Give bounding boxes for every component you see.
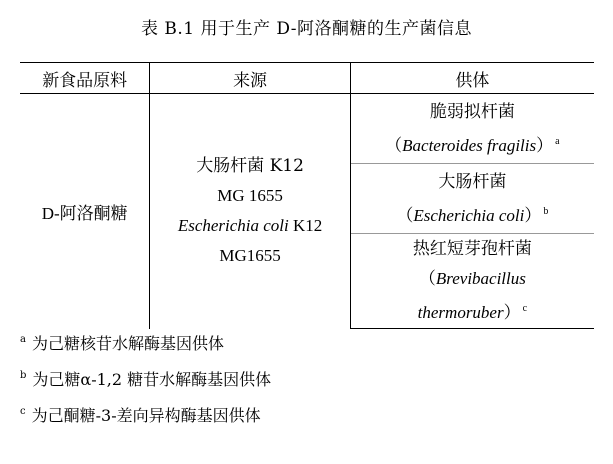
donor-1-cn: 脆弱拟杆菌 [429,101,515,122]
source-line-4: MG1655 [219,246,281,266]
header-donor: 供体 [350,63,594,94]
footnote-c-mark: c [20,406,26,417]
donor-2-footnote-mark: b [543,205,549,217]
table-header-row [20,63,594,94]
donor-1-footnote-mark: a [555,135,560,147]
donor-1-latin: Bacteroides fragilis [402,135,537,155]
donor-2-close-paren: ） [524,205,542,225]
table-caption: 表 B.1 用于生产 D-阿洛酮糖的生产菌信息 [140,19,473,39]
footnote-b [20,358,600,394]
source-line-1: 大肠杆菌 K12 [196,156,304,177]
donor-3-close-paren: ） [503,303,521,322]
donor-3-latin-species: thermoruber [417,303,504,322]
donor-2-latin-line [351,197,594,231]
source-species-italic: Escherichia coli [177,216,289,236]
donor-cell-3 [350,234,594,329]
footnote-c-text: 为己酮糖-3-差向异构酶基因供体 [31,406,261,425]
footnote-b-text: 为己糖α-1,2 糖苷水解酶基因供体 [32,370,272,389]
footnote-b-mark: b [20,370,27,381]
ingredient-name: D-阿洛酮糖 [41,203,128,223]
source-strain: K12 [288,216,323,236]
donor-cell-1 [350,94,594,164]
footnote-a-text: 为己糖核苷水解酶基因供体 [31,334,224,353]
donor-3-latin-line-1 [351,264,594,294]
source-line-2: MG 1655 [217,186,283,206]
donor-2-latin: Escherichia coli [413,205,525,225]
table-row [20,94,594,164]
donor-1-open-paren: （ [385,135,403,155]
donor-3-latin-genus: Brevibacillus [435,269,526,288]
source-cell [150,94,350,329]
donor-2-cn: 大肠杆菌 [438,171,507,192]
donor-1-latin-line [351,127,594,161]
donor-2-open-paren: （ [396,205,414,225]
donor-1-close-paren: ） [536,135,554,155]
donor-3-footnote-mark: c [522,303,528,314]
header-ingredient: 新食品原料 [20,63,150,94]
ingredient-cell [20,94,150,329]
donor-3-cn: 热红短芽孢杆菌 [412,239,532,259]
footnotes [20,322,600,430]
donor-cell-2 [350,164,594,234]
footnote-a [20,322,600,358]
footnote-a-mark: a [20,334,26,345]
producer-strain-table [20,62,594,329]
footnote-c [20,394,600,430]
header-source: 来源 [150,63,350,94]
source-line-3 [150,211,349,241]
donor-3-open-paren: （ [418,269,436,288]
